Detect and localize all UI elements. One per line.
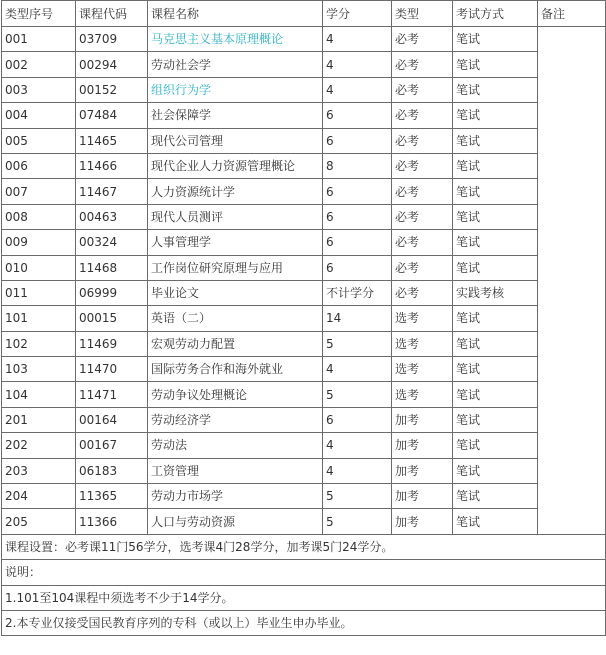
table-row (2, 230, 606, 255)
cell-credit: 8 (323, 153, 392, 178)
cell-exam: 笔试 (453, 509, 538, 534)
course-name-link[interactable]: 组织行为学 (151, 82, 212, 97)
table-row (2, 306, 606, 331)
cell-exam: 笔试 (453, 331, 538, 356)
cell-seq: 104 (2, 382, 76, 407)
cell-type: 选考 (392, 382, 453, 407)
cell-code: 00167 (76, 433, 148, 458)
cell-code: 06999 (76, 280, 148, 305)
cell-type: 必考 (392, 27, 453, 52)
cell-name: 劳动法 (148, 433, 323, 458)
cell-type: 选考 (392, 306, 453, 331)
header-type: 类型 (392, 1, 453, 27)
cell-remark (538, 27, 606, 535)
table-row (2, 382, 606, 407)
cell-type: 必考 (392, 204, 453, 229)
cell-seq: 202 (2, 433, 76, 458)
cell-type: 必考 (392, 255, 453, 280)
cell-name: 工作岗位研究原理与应用 (148, 255, 323, 280)
cell-code: 11469 (76, 331, 148, 356)
table-row (2, 153, 606, 178)
cell-type: 加考 (392, 509, 453, 534)
cell-exam: 笔试 (453, 52, 538, 77)
cell-name: 劳动经济学 (148, 407, 323, 432)
cell-exam: 笔试 (453, 458, 538, 483)
cell-credit: 不计学分 (323, 280, 392, 305)
cell-name: 劳动争议处理概论 (148, 382, 323, 407)
table-row (2, 407, 606, 432)
cell-name: 劳动社会学 (148, 52, 323, 77)
cell-seq: 003 (2, 77, 76, 102)
header-code: 课程代码 (76, 1, 148, 27)
note-text: 1.101至104课程中须选考不少于14学分。 (2, 585, 606, 610)
table-row (2, 27, 606, 52)
cell-exam: 笔试 (453, 306, 538, 331)
cell-code: 11470 (76, 357, 148, 382)
note-text: 说明： (2, 560, 606, 585)
cell-name: 英语（二） (148, 306, 323, 331)
cell-code: 00294 (76, 52, 148, 77)
note-text: 课程设置：必考课11门56学分，选考课4门28学分，加考课5门24学分。 (2, 534, 606, 559)
cell-seq: 008 (2, 204, 76, 229)
cell-seq: 203 (2, 458, 76, 483)
table-header-row (2, 1, 606, 27)
cell-exam: 实践考核 (453, 280, 538, 305)
cell-type: 必考 (392, 280, 453, 305)
table-row (2, 77, 606, 102)
cell-exam: 笔试 (453, 27, 538, 52)
cell-seq: 101 (2, 306, 76, 331)
cell-exam: 笔试 (453, 484, 538, 509)
cell-name: 现代企业人力资源管理概论 (148, 153, 323, 178)
cell-type: 选考 (392, 331, 453, 356)
cell-code: 00324 (76, 230, 148, 255)
cell-credit: 6 (323, 103, 392, 128)
note-text: 2.本专业仅接受国民教育序列的专科（或以上）毕业生申办毕业。 (2, 610, 606, 635)
cell-credit: 14 (323, 306, 392, 331)
table-row (2, 103, 606, 128)
table-row (2, 52, 606, 77)
cell-credit: 6 (323, 128, 392, 153)
cell-type: 加考 (392, 484, 453, 509)
cell-code: 11466 (76, 153, 148, 178)
cell-seq: 001 (2, 27, 76, 52)
table-row (2, 179, 606, 204)
cell-code: 00152 (76, 77, 148, 102)
table-row (2, 458, 606, 483)
cell-exam: 笔试 (453, 255, 538, 280)
cell-exam: 笔试 (453, 179, 538, 204)
cell-code: 11465 (76, 128, 148, 153)
cell-type: 加考 (392, 433, 453, 458)
cell-code: 00164 (76, 407, 148, 432)
cell-seq: 201 (2, 407, 76, 432)
cell-credit: 4 (323, 458, 392, 483)
cell-name: 人口与劳动资源 (148, 509, 323, 534)
header-credit: 学分 (323, 1, 392, 27)
cell-seq: 011 (2, 280, 76, 305)
cell-exam: 笔试 (453, 153, 538, 178)
cell-name: 人事管理学 (148, 230, 323, 255)
cell-code: 11366 (76, 509, 148, 534)
table-row (2, 484, 606, 509)
cell-exam: 笔试 (453, 407, 538, 432)
cell-name: 社会保障学 (148, 103, 323, 128)
table-row (2, 128, 606, 153)
cell-code: 00463 (76, 204, 148, 229)
cell-name: 人力资源统计学 (148, 179, 323, 204)
cell-type: 必考 (392, 153, 453, 178)
cell-seq: 002 (2, 52, 76, 77)
cell-type: 必考 (392, 179, 453, 204)
cell-type: 必考 (392, 52, 453, 77)
cell-type: 必考 (392, 103, 453, 128)
cell-exam: 笔试 (453, 77, 538, 102)
cell-seq: 103 (2, 357, 76, 382)
note-row (2, 585, 606, 610)
cell-name (148, 77, 323, 102)
cell-type: 加考 (392, 407, 453, 432)
cell-seq: 205 (2, 509, 76, 534)
cell-credit: 5 (323, 382, 392, 407)
table-row (2, 433, 606, 458)
cell-name: 现代人员测评 (148, 204, 323, 229)
cell-seq: 006 (2, 153, 76, 178)
header-name: 课程名称 (148, 1, 323, 27)
cell-name (148, 27, 323, 52)
cell-seq: 007 (2, 179, 76, 204)
cell-seq: 204 (2, 484, 76, 509)
course-name-link[interactable]: 马克思主义基本原理概论 (151, 32, 284, 47)
cell-seq: 009 (2, 230, 76, 255)
cell-seq: 010 (2, 255, 76, 280)
cell-code: 06183 (76, 458, 148, 483)
table-row (2, 255, 606, 280)
cell-credit: 6 (323, 230, 392, 255)
cell-seq: 004 (2, 103, 76, 128)
cell-credit: 4 (323, 433, 392, 458)
cell-name: 毕业论文 (148, 280, 323, 305)
note-row (2, 560, 606, 585)
cell-name: 现代公司管理 (148, 128, 323, 153)
cell-code: 00015 (76, 306, 148, 331)
cell-seq: 005 (2, 128, 76, 153)
cell-name: 工资管理 (148, 458, 323, 483)
table-row (2, 331, 606, 356)
cell-code: 11467 (76, 179, 148, 204)
cell-credit: 4 (323, 52, 392, 77)
cell-code: 11365 (76, 484, 148, 509)
cell-exam: 笔试 (453, 382, 538, 407)
cell-code: 11468 (76, 255, 148, 280)
cell-exam: 笔试 (453, 433, 538, 458)
cell-exam: 笔试 (453, 103, 538, 128)
cell-credit: 5 (323, 509, 392, 534)
cell-credit: 6 (323, 407, 392, 432)
cell-code: 07484 (76, 103, 148, 128)
cell-credit: 6 (323, 255, 392, 280)
cell-exam: 笔试 (453, 357, 538, 382)
cell-credit: 6 (323, 179, 392, 204)
note-row (2, 534, 606, 559)
header-seq: 类型序号 (2, 1, 76, 27)
cell-type: 必考 (392, 230, 453, 255)
cell-name: 宏观劳动力配置 (148, 331, 323, 356)
table-row (2, 509, 606, 534)
table-row (2, 357, 606, 382)
cell-code: 11471 (76, 382, 148, 407)
header-exam: 考试方式 (453, 1, 538, 27)
cell-name: 国际劳务合作和海外就业 (148, 357, 323, 382)
cell-type: 选考 (392, 357, 453, 382)
cell-credit: 4 (323, 357, 392, 382)
table-row (2, 280, 606, 305)
cell-type: 加考 (392, 458, 453, 483)
cell-type: 必考 (392, 128, 453, 153)
cell-credit: 5 (323, 331, 392, 356)
cell-name: 劳动力市场学 (148, 484, 323, 509)
cell-seq: 102 (2, 331, 76, 356)
cell-exam: 笔试 (453, 204, 538, 229)
note-row (2, 610, 606, 635)
cell-credit: 6 (323, 204, 392, 229)
cell-credit: 4 (323, 77, 392, 102)
cell-type: 必考 (392, 77, 453, 102)
cell-credit: 5 (323, 484, 392, 509)
cell-exam: 笔试 (453, 128, 538, 153)
cell-code: 03709 (76, 27, 148, 52)
course-table (1, 0, 606, 636)
header-remark: 备注 (538, 1, 606, 27)
cell-exam: 笔试 (453, 230, 538, 255)
table-row (2, 204, 606, 229)
cell-credit: 4 (323, 27, 392, 52)
